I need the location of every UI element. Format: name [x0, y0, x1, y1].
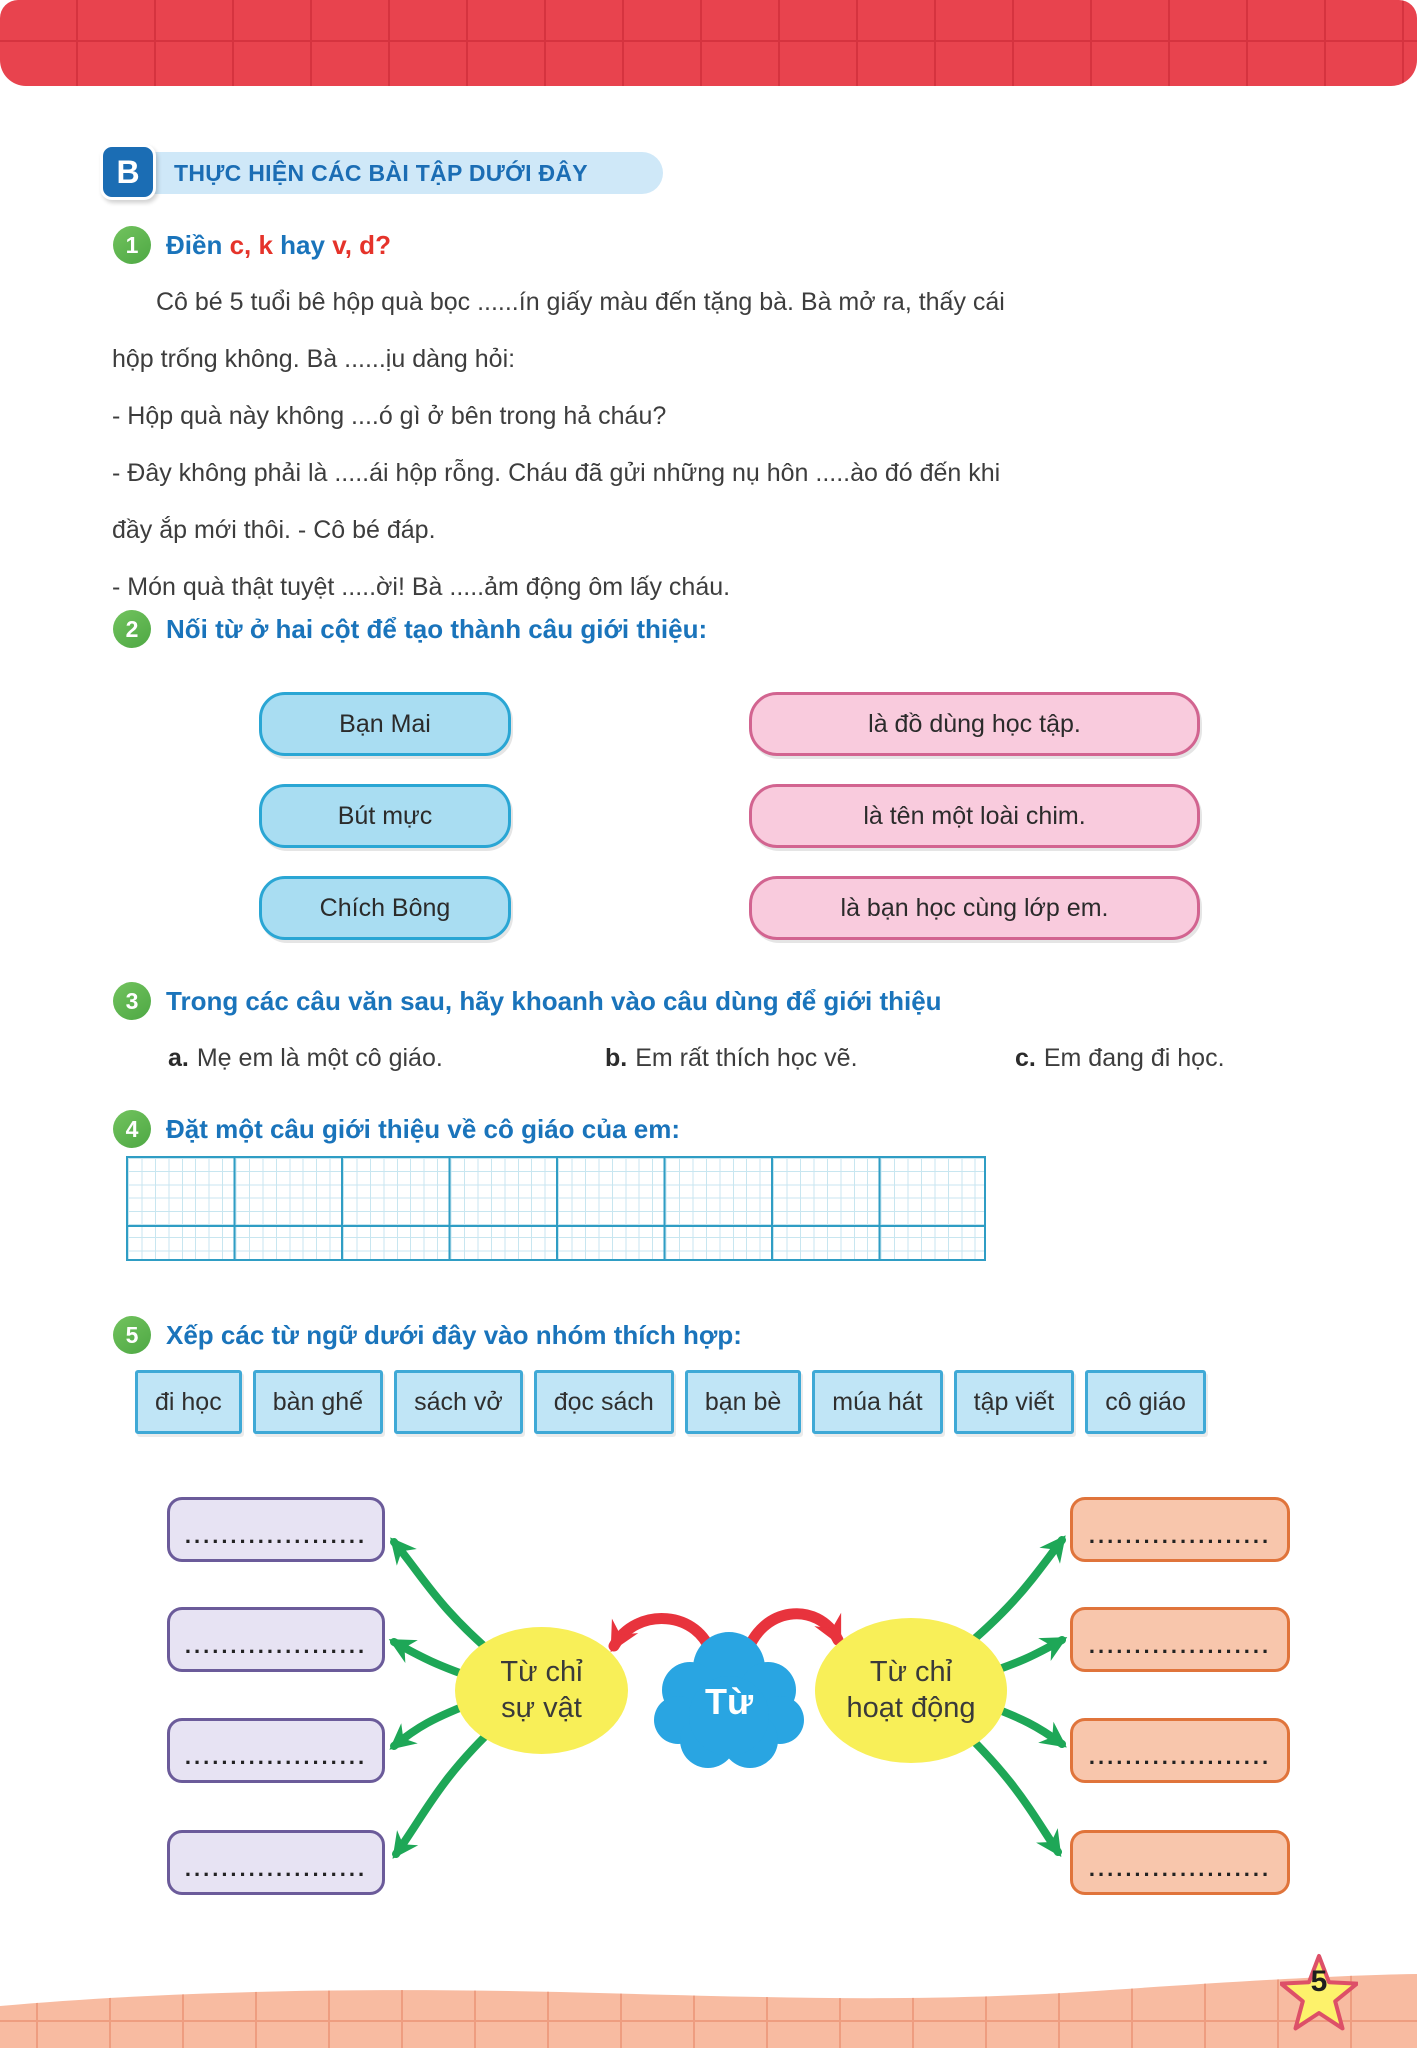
verb-group-label: Từ chỉ: [869, 1656, 953, 1689]
exercise-2-number: [113, 610, 151, 648]
exercise-4-title: Đặt một câu giới thiệu về cô giáo của em:: [166, 1114, 681, 1144]
word-card[interactable]: đọc sách: [534, 1370, 674, 1434]
verb-answer-box[interactable]: ....................: [1070, 1607, 1290, 1672]
ex1-title-red-letters: v, d?: [332, 230, 391, 260]
story-line: - Hộp quà này không ....ó gì ở bên trong hả cháu?: [112, 402, 667, 430]
option-b-text: Em rất thích học vẽ.: [635, 1043, 858, 1072]
verb-group-label: hoạt động: [846, 1691, 976, 1724]
word-card[interactable]: bàn ghế: [253, 1370, 383, 1434]
section-title-bar: [130, 152, 663, 194]
ex1-title-part: Điền: [166, 230, 230, 260]
story-line: - Đây không phải là .....ái hộp rỗng. Cháu đã gửi những nụ hôn .....ào đó đến khi: [112, 459, 1001, 487]
exercise-1-number-label: 1: [125, 231, 139, 258]
exercise-3-number-label: 3: [125, 987, 139, 1014]
noun-answer-box[interactable]: ....................: [167, 1718, 385, 1783]
section-badge: [100, 144, 156, 200]
word-card[interactable]: múa hát: [812, 1370, 942, 1434]
exercise-2-number-label: 2: [125, 615, 139, 642]
section-badge-letter: B: [116, 153, 140, 190]
exercise-2-title: Nối từ ở hai cột để tạo thành câu giới thiệu:: [166, 614, 708, 644]
exercise-5-number: [113, 1316, 151, 1354]
word-card[interactable]: tập viết: [954, 1370, 1075, 1434]
story-line: hộp trống không. Bà ......ịu dàng hỏi:: [112, 345, 516, 373]
match-right-item[interactable]: là đồ dùng học tập.: [749, 692, 1200, 756]
option-a[interactable]: [168, 1038, 443, 1078]
word-card[interactable]: đi học: [135, 1370, 242, 1434]
verb-group-ellipse: [815, 1618, 1007, 1763]
match-left-item[interactable]: Bút mực: [259, 784, 511, 848]
option-a-text: Mẹ em là một cô giáo.: [196, 1043, 443, 1072]
verb-answer-box[interactable]: ....................: [1070, 1718, 1290, 1783]
exercise-4-number-label: 4: [125, 1115, 139, 1142]
exercise-5-number-label: 5: [125, 1321, 139, 1348]
word-card[interactable]: bạn bè: [685, 1370, 801, 1434]
match-left-item[interactable]: Chích Bông: [259, 876, 511, 940]
page-number: 5: [1310, 1965, 1328, 1998]
handwriting-grid[interactable]: [126, 1156, 986, 1261]
story-line: đầy ắp mới thôi. - Cô bé đáp.: [112, 516, 436, 544]
option-b-label: b.: [605, 1043, 628, 1072]
story-line: Cô bé 5 tuổi bê hộp quà bọc ......ín giấy màu đến tặng bà. Bà mở ra, thấy cái: [156, 288, 1005, 316]
option-c-text: Em đang đi học.: [1043, 1043, 1225, 1072]
match-right-item[interactable]: là tên một loài chim.: [749, 784, 1200, 848]
exercise-5-title: Xếp các từ ngữ dưới đây vào nhóm thích hợp:: [166, 1320, 742, 1350]
option-b[interactable]: [605, 1038, 858, 1078]
top-decorative-band: [0, 0, 1417, 86]
noun-answer-box[interactable]: ....................: [167, 1830, 385, 1895]
exercise-3-title: Trong các câu văn sau, hãy khoanh vào câu dùng để giới thiệu: [166, 986, 942, 1016]
ex1-title-part: hay: [272, 230, 333, 260]
word-card[interactable]: cô giáo: [1085, 1370, 1206, 1434]
story-line: - Món quà thật tuyệt .....ời! Bà .....ảm động ôm lấy cháu.: [112, 573, 731, 601]
bottom-decorative-band: [0, 1960, 1417, 2048]
match-right-item[interactable]: là bạn học cùng lớp em.: [749, 876, 1200, 940]
noun-group-label: sự vật: [501, 1691, 582, 1724]
noun-group-label: Từ chỉ: [500, 1656, 583, 1689]
noun-answer-box[interactable]: ....................: [167, 1497, 385, 1562]
story-text: [112, 274, 1092, 616]
verb-answer-box[interactable]: ....................: [1070, 1830, 1290, 1895]
exercise-1-number: [113, 226, 151, 264]
exercise-3-number: [113, 982, 151, 1020]
section-title: THỰC HIỆN CÁC BÀI TẬP DƯỚI ĐÂY: [174, 159, 588, 186]
match-left-item[interactable]: Bạn Mai: [259, 692, 511, 756]
exercise-4-number: [113, 1110, 151, 1148]
verb-answer-box[interactable]: ....................: [1070, 1497, 1290, 1562]
noun-answer-box[interactable]: ....................: [167, 1607, 385, 1672]
exercise-1-title: [166, 230, 391, 261]
noun-group-ellipse: [455, 1627, 628, 1754]
option-c[interactable]: [1015, 1038, 1225, 1078]
ex1-title-red-letters: c, k: [229, 230, 273, 260]
option-c-label: c.: [1015, 1043, 1036, 1072]
cloud-center-label: Từ: [704, 1681, 754, 1722]
word-card[interactable]: sách vở: [394, 1370, 523, 1434]
option-a-label: a.: [168, 1043, 189, 1072]
word-card-row: [135, 1370, 1206, 1434]
